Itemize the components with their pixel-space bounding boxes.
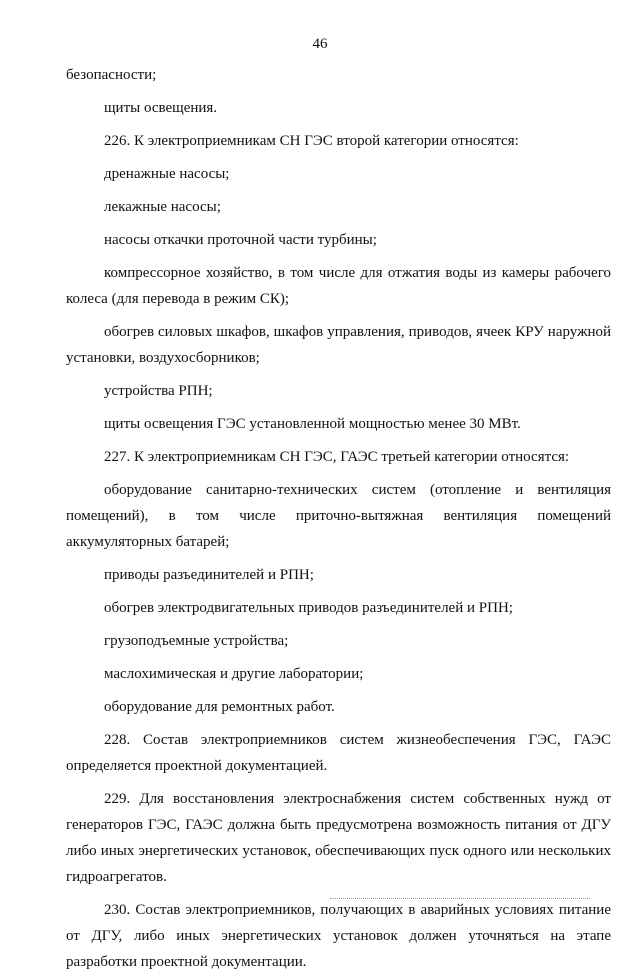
paragraph: 229. Для восстановления электроснабжения систем собственных нужд от генераторов ГЭС, ГАЭС должна быть предусмотрена возможность питания от ДГУ либо иных энергетических установок, обеспечивающих пуск одного или нескольких гидроагрегатов.: [66, 791, 611, 885]
paragraph: безопасности;: [66, 67, 157, 83]
paragraph: 226. К электроприемникам СН ГЭС второй категории относятся:: [104, 133, 519, 149]
paragraph: оборудование санитарно-технических систем (отопление и вентиляция помещений), в том числе приточно-вытяжная вентиляция помещений аккумуляторных батарей;: [66, 482, 611, 550]
paragraph: 227. К электроприемникам СН ГЭС, ГАЭС третьей категории относятся:: [104, 449, 570, 465]
paragraph: 230. Состав электроприемников, получающих в аварийных условиях питание от ДГУ, либо иных энергетических установок должен уточняться на этапе разработки проектной документации.: [66, 902, 611, 970]
scan-edge-mark: [330, 898, 590, 900]
paragraph: обогрев силовых шкафов, шкафов управления, приводов, ячеек КРУ наружной установки, воздухосборников;: [66, 324, 611, 366]
paragraph: обогрев электродвигательных приводов разъединителей и РПН;: [104, 600, 513, 616]
paragraph: лекажные насосы;: [104, 199, 221, 215]
paragraph: дренажные насосы;: [104, 166, 230, 182]
paragraph: устройства РПН;: [104, 383, 213, 399]
paragraph: грузоподъемные устройства;: [104, 633, 289, 649]
paragraph: насосы откачки проточной части турбины;: [104, 232, 377, 248]
paragraph: маслохимическая и другие лаборатории;: [104, 666, 364, 682]
paragraph: оборудование для ремонтных работ.: [104, 699, 335, 715]
paragraph: приводы разъединителей и РПН;: [104, 567, 314, 583]
paragraph: компрессорное хозяйство, в том числе для отжатия воды из камеры рабочего колеса (для перевода в режим СК);: [66, 265, 611, 307]
paragraph: щиты освещения ГЭС установленной мощностью менее 30 МВт.: [104, 416, 521, 432]
page-number: 46: [312, 36, 328, 52]
paragraph: щиты освещения.: [104, 100, 218, 116]
paragraph: 228. Состав электроприемников систем жизнеобеспечения ГЭС, ГАЭС определяется проектной документацией.: [66, 732, 611, 774]
document-body: [66, 62, 611, 975]
